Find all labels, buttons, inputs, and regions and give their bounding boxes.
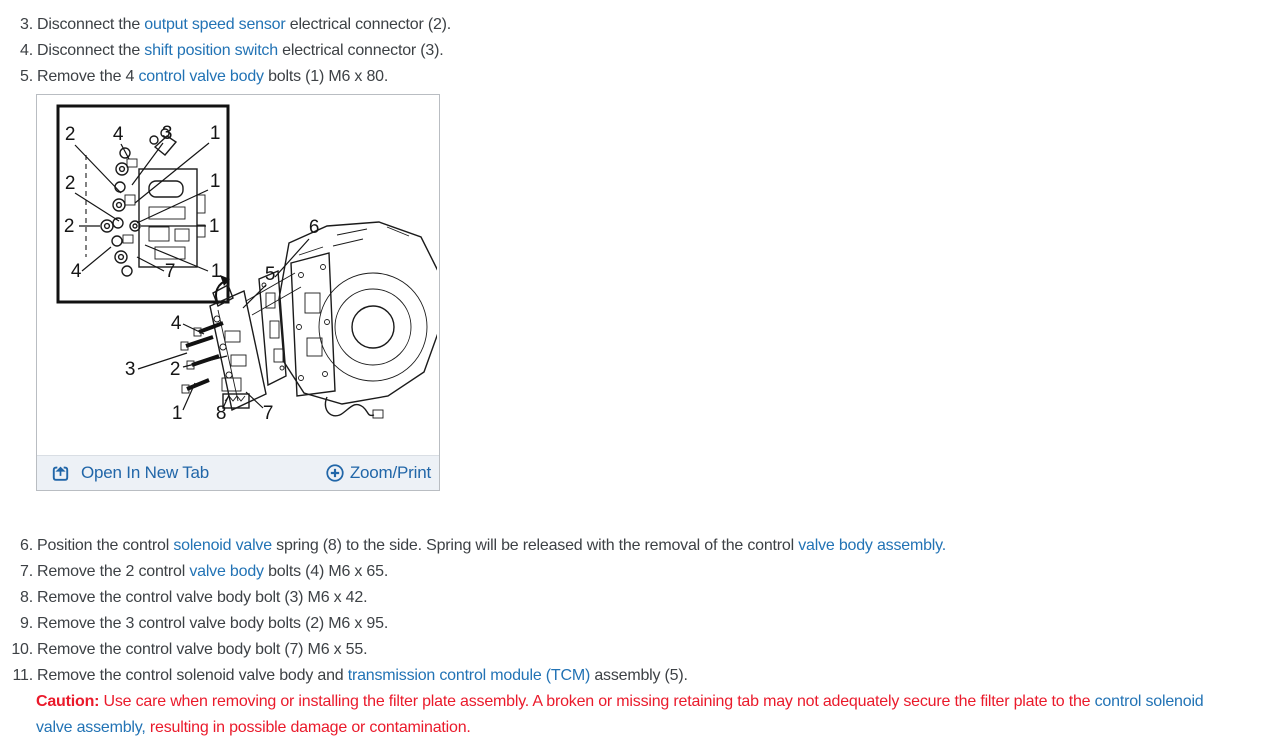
inline-link[interactable]: control solenoid valve assembly, [36, 693, 1204, 736]
step-item [0, 559, 1262, 585]
callout-number: 7 [164, 261, 176, 282]
step-number: 5. [20, 68, 33, 85]
step-text-segment: Remove the 4 [37, 68, 139, 85]
callout-number: 1 [209, 171, 221, 192]
step-item [0, 533, 1262, 559]
valve-body-side-view [101, 129, 205, 276]
transmission-diagram-image [37, 95, 437, 455]
step-text-segment: Remove the control valve body bolt (3) M6 x 42. [37, 589, 368, 606]
steps-list-top [0, 12, 1262, 90]
step-item [0, 585, 1262, 611]
callout-leader-line [183, 356, 227, 367]
zoom-plus-circle-icon [325, 463, 345, 483]
step-text [37, 38, 443, 64]
step-number: 6. [20, 537, 33, 554]
step-text-segment: Remove the 3 control valve body bolts (2) M6 x 95. [37, 615, 389, 632]
callout-number: 1 [208, 216, 220, 237]
step-number: 11. [12, 667, 33, 684]
inline-link[interactable]: control valve body [138, 68, 264, 85]
callout-number: 2 [64, 173, 76, 194]
step-text-segment: electrical connector (3). [277, 42, 444, 59]
callout-leader-line [75, 193, 119, 221]
callout-number: 1 [171, 403, 183, 424]
callout-number: 3 [161, 123, 173, 144]
solenoid-valve-spring [223, 394, 249, 408]
step-text [37, 12, 451, 38]
callout-leader-line [82, 247, 111, 271]
figure-frame [36, 94, 440, 491]
inline-link[interactable]: valve body assembly [798, 537, 942, 554]
step-number: 9. [20, 615, 33, 632]
open-in-new-tab-label: Open In New Tab [81, 463, 210, 482]
inline-link[interactable]: valve body [189, 563, 264, 580]
callout-number: 3 [124, 359, 136, 380]
step-text-segment: assembly (5). [590, 667, 688, 684]
inline-link[interactable]: solenoid valve [173, 537, 272, 554]
callout-leader-line [135, 143, 209, 203]
step-text-segment: Disconnect the [37, 16, 145, 33]
step-text-segment: bolts (4) M6 x 65. [263, 563, 389, 580]
callout-leader-line [75, 145, 121, 193]
callout-number: 4 [70, 261, 82, 282]
zoom-print-button[interactable] [325, 463, 431, 483]
transmission-case [279, 222, 437, 418]
exploded-view [125, 217, 437, 424]
step-text [37, 585, 367, 611]
steps-list-bottom [0, 533, 1262, 689]
step-item [0, 637, 1262, 663]
callout-number: 2 [64, 124, 76, 145]
main-callouts [125, 217, 319, 424]
callout-number: 4 [170, 313, 182, 334]
inline-link[interactable]: transmission control module (TCM) [347, 667, 591, 684]
step-text-segment: bolts (1) M6 x 80. [263, 68, 389, 85]
step-item [0, 64, 1262, 90]
callout-number: 7 [262, 403, 274, 424]
step-number: 3. [20, 16, 33, 33]
step-item [0, 663, 1262, 689]
step-text-segment: spring (8) to the side. Spring will be released with the removal of the control [271, 537, 799, 554]
step-text-segment: Position the control [37, 537, 174, 554]
step-item [0, 12, 1262, 38]
callout-number: 1 [209, 123, 221, 144]
open-in-new-tab-button[interactable] [51, 463, 209, 483]
inset-detail-box [58, 106, 228, 302]
step-text [37, 611, 388, 637]
callout-number: 5 [264, 264, 276, 285]
callout-number: 2 [169, 359, 181, 380]
step-number: 7. [20, 563, 33, 580]
callout-number: 1 [210, 261, 222, 282]
caution-text-segment: resulting in possible damage or contamination. [145, 719, 471, 736]
inline-link[interactable]: shift position switch [144, 42, 278, 59]
step-number: 8. [20, 589, 33, 606]
step-text [37, 64, 388, 90]
inline-link[interactable]: . [941, 537, 947, 554]
inline-link[interactable]: output speed sensor [144, 16, 286, 33]
step-number: 10. [11, 641, 33, 658]
step-text [37, 663, 688, 689]
step-item [0, 38, 1262, 64]
step-text [37, 637, 367, 663]
step-text-segment: Disconnect the [37, 42, 145, 59]
step-text-segment: Remove the control valve body bolt (7) M6 x 55. [37, 641, 368, 658]
step-text-segment: electrical connector (2). [285, 16, 452, 33]
caution-label: Caution: [36, 693, 100, 710]
zoom-print-label: Zoom/Print [349, 463, 431, 482]
step-text [37, 533, 946, 559]
callout-number: 6 [308, 217, 320, 238]
step-text-segment: Remove the control solenoid valve body and [37, 667, 348, 684]
step-text [37, 559, 388, 585]
callout-number: 4 [112, 124, 124, 145]
figure-toolbar [37, 455, 439, 490]
step-number: 4. [20, 42, 33, 59]
caution-note [36, 689, 1262, 741]
callout-leader-line [243, 285, 266, 308]
caution-text [36, 693, 1204, 736]
callout-number: 8 [215, 403, 227, 424]
open-in-new-tab-icon [51, 464, 70, 483]
step-item [0, 611, 1262, 637]
step-text-segment: Remove the 2 control [37, 563, 190, 580]
callout-number: 2 [63, 216, 75, 237]
caution-text-segment: Use care when removing or installing the filter plate assembly. A broken or missing retaining tab may not adequately secure the filter plate to the [99, 693, 1095, 710]
